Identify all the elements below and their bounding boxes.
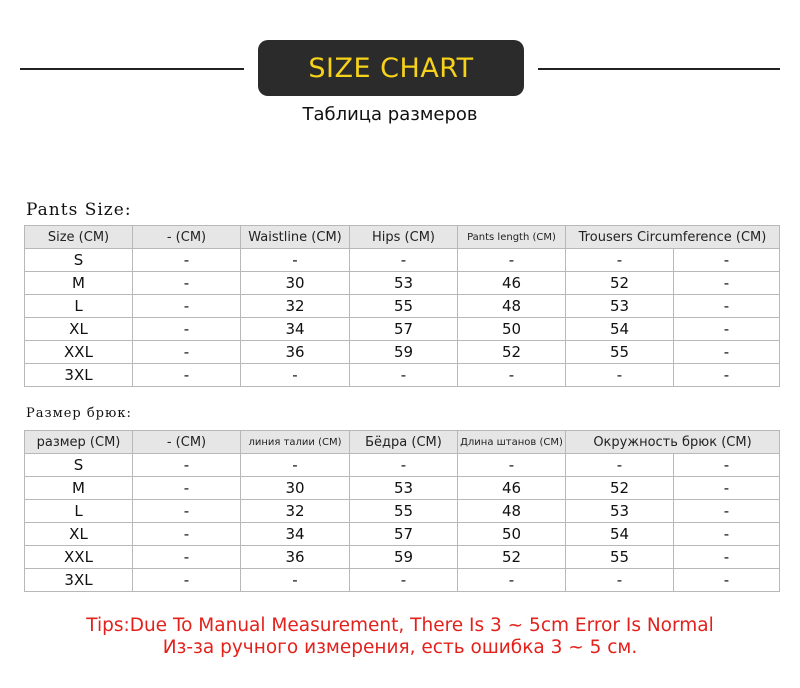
table-cell: - <box>566 364 674 387</box>
column-header: Hips (CM) <box>350 226 458 249</box>
table-cell: - <box>674 546 780 569</box>
table-cell: 46 <box>458 272 566 295</box>
table-cell: 59 <box>350 341 458 364</box>
table-cell: - <box>241 569 350 592</box>
table-cell: - <box>458 364 566 387</box>
pants-size-label-ru: Размер брюк: <box>26 406 132 421</box>
table-row <box>25 364 780 387</box>
table-cell: 52 <box>458 546 566 569</box>
table-row <box>25 295 780 318</box>
column-header: - (CM) <box>133 226 241 249</box>
table-cell: - <box>566 249 674 272</box>
table-cell: - <box>133 569 241 592</box>
table-cell: 30 <box>241 477 350 500</box>
table-cell: 36 <box>241 341 350 364</box>
table-cell: 55 <box>350 295 458 318</box>
pants-size-label: Pants Size: <box>26 200 132 220</box>
table-cell: L <box>25 500 133 523</box>
table-cell: - <box>133 500 241 523</box>
table-cell: XL <box>25 318 133 341</box>
table-cell: 52 <box>458 341 566 364</box>
table-cell: - <box>133 523 241 546</box>
table-cell: - <box>674 341 780 364</box>
header-rule-left <box>20 68 244 70</box>
column-header: Trousers Circumference (CM) <box>566 226 780 249</box>
table-cell: 32 <box>241 500 350 523</box>
header-rule-right <box>538 68 780 70</box>
table-row <box>25 272 780 295</box>
table-cell: - <box>458 249 566 272</box>
table-cell: 57 <box>350 318 458 341</box>
table-cell: XL <box>25 523 133 546</box>
table-cell: 32 <box>241 295 350 318</box>
table-cell: - <box>674 477 780 500</box>
column-header: Waistline (CM) <box>241 226 350 249</box>
table-cell: - <box>566 569 674 592</box>
table-cell: - <box>674 454 780 477</box>
table-cell: - <box>566 454 674 477</box>
column-header: Pants length (CM) <box>458 226 566 249</box>
table-cell: M <box>25 477 133 500</box>
table-cell: 53 <box>566 500 674 523</box>
table-cell: 48 <box>458 500 566 523</box>
table-cell: - <box>350 454 458 477</box>
table-cell: L <box>25 295 133 318</box>
table-cell: 53 <box>350 272 458 295</box>
table-cell: - <box>133 477 241 500</box>
table-cell: S <box>25 249 133 272</box>
table-cell: XXL <box>25 341 133 364</box>
table-cell: 46 <box>458 477 566 500</box>
title-badge <box>258 40 524 96</box>
table-row <box>25 341 780 364</box>
table-header-row <box>25 226 780 249</box>
table-cell: - <box>241 249 350 272</box>
table-row <box>25 477 780 500</box>
table-cell: - <box>133 546 241 569</box>
column-header: линия талии (CM) <box>241 431 350 454</box>
tips-line-en: Tips:Due To Manual Measurement, There Is 3 ~ 5cm Error Is Normal <box>86 615 714 636</box>
table-cell: 53 <box>566 295 674 318</box>
column-header: - (CM) <box>133 431 241 454</box>
table-cell: 55 <box>566 341 674 364</box>
table-cell: - <box>133 295 241 318</box>
size-table-ru <box>24 430 780 592</box>
table-row <box>25 454 780 477</box>
table-cell: - <box>674 249 780 272</box>
table-cell: 34 <box>241 318 350 341</box>
table-cell: - <box>350 569 458 592</box>
table-cell: 3XL <box>25 364 133 387</box>
table-cell: 53 <box>350 477 458 500</box>
table-cell: 50 <box>458 318 566 341</box>
table-cell: - <box>458 454 566 477</box>
column-header: Size (CM) <box>25 226 133 249</box>
table-cell: - <box>133 454 241 477</box>
table-cell: 3XL <box>25 569 133 592</box>
table-cell: - <box>458 569 566 592</box>
table-cell: - <box>674 569 780 592</box>
table-row <box>25 318 780 341</box>
table-cell: 48 <box>458 295 566 318</box>
table-cell: - <box>674 523 780 546</box>
table-cell: 59 <box>350 546 458 569</box>
table-cell: 54 <box>566 523 674 546</box>
table-cell: XXL <box>25 546 133 569</box>
column-header: Бёдра (CM) <box>350 431 458 454</box>
table-cell: - <box>674 295 780 318</box>
table-cell: 36 <box>241 546 350 569</box>
table-cell: S <box>25 454 133 477</box>
table-row <box>25 546 780 569</box>
table-cell: 30 <box>241 272 350 295</box>
table-row <box>25 523 780 546</box>
table-cell: - <box>674 364 780 387</box>
table-cell: 54 <box>566 318 674 341</box>
size-table-en <box>24 225 780 387</box>
table-cell: - <box>350 364 458 387</box>
table-cell: M <box>25 272 133 295</box>
table-cell: - <box>674 272 780 295</box>
table-cell: - <box>674 318 780 341</box>
table-cell: 57 <box>350 523 458 546</box>
table-cell: - <box>133 249 241 272</box>
table-cell: 52 <box>566 272 674 295</box>
table-cell: - <box>133 341 241 364</box>
column-header: размер (CM) <box>25 431 133 454</box>
table-cell: - <box>133 364 241 387</box>
table-cell: - <box>674 500 780 523</box>
table-cell: 34 <box>241 523 350 546</box>
table-header-row <box>25 431 780 454</box>
table-cell: - <box>241 454 350 477</box>
tips-line-ru: Из-за ручного измерения, есть ошибка 3 ~ 5 см. <box>162 637 638 658</box>
table-cell: - <box>350 249 458 272</box>
table-cell: - <box>133 318 241 341</box>
table-cell: 55 <box>566 546 674 569</box>
table-row <box>25 569 780 592</box>
table-cell: 50 <box>458 523 566 546</box>
page-title: SIZE CHART <box>308 52 474 84</box>
table-cell: - <box>241 364 350 387</box>
table-row <box>25 500 780 523</box>
table-cell: - <box>133 272 241 295</box>
table-row <box>25 249 780 272</box>
table-cell: 55 <box>350 500 458 523</box>
table-cell: 52 <box>566 477 674 500</box>
column-header: Окружность брюк (CM) <box>566 431 780 454</box>
column-header: Длина штанов (CM) <box>458 431 566 454</box>
page-subtitle: Таблица размеров <box>302 104 478 125</box>
